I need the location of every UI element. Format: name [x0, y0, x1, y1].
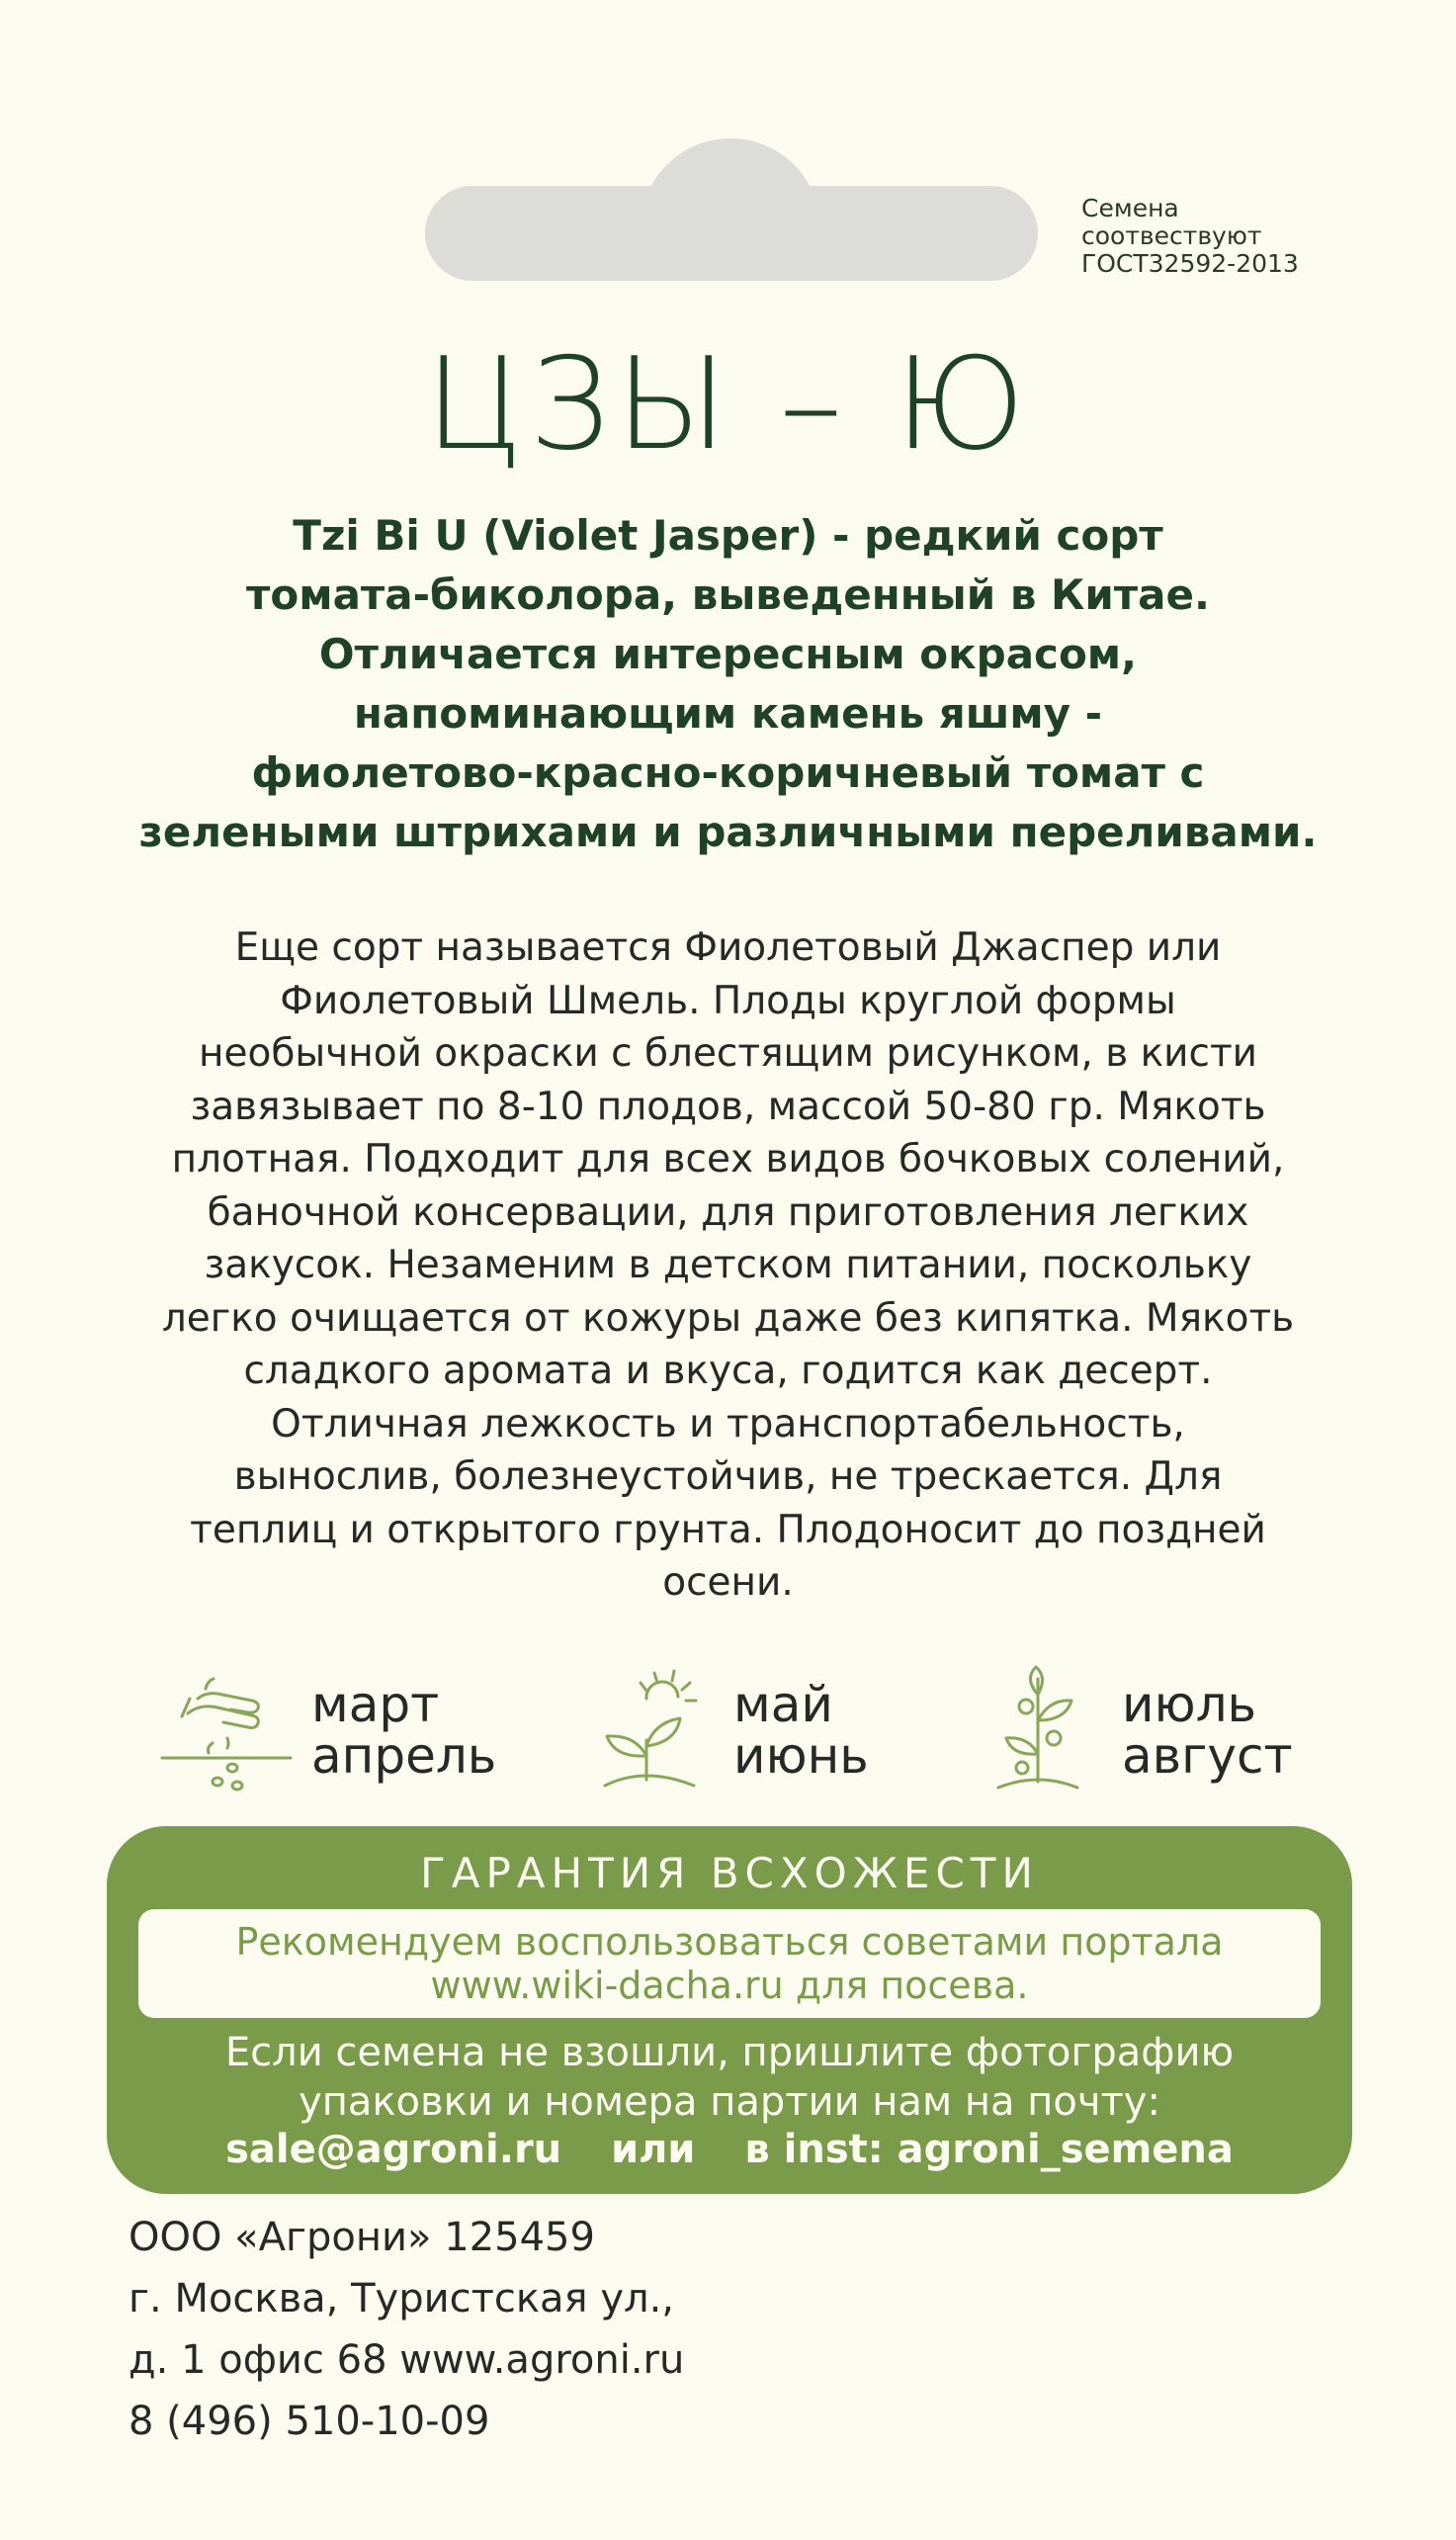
tip-link-line[interactable]: www.wiki-dacha.ru для посева. — [430, 1964, 1029, 2007]
season-end-month: август — [1122, 1727, 1293, 1785]
description-line: сладкого аромата и вкуса, годится как десерт. — [243, 1349, 1213, 1393]
instagram-link[interactable]: в inst: agroni_semena — [744, 2127, 1234, 2172]
description-line: легко очищается от кожуры даже без кипятка. Мякоть — [161, 1295, 1295, 1341]
lead-line: Отличается интересным окрасом, — [318, 630, 1138, 678]
description-line: баночной консервации, для приготовления легких — [207, 1189, 1249, 1235]
description-line: Отличная лежкость и транспортабельность, — [271, 1401, 1185, 1446]
season-sprouting — [585, 1659, 921, 1807]
guarantee-text-line: упаковки и номера партии нам на почту: — [299, 2079, 1160, 2125]
description-line: осени. — [662, 1560, 794, 1605]
email-link[interactable]: sale@agroni.ru — [225, 2127, 562, 2172]
guarantee-title: ГАРАНТИЯ ВСХОЖЕСТИ — [420, 1849, 1039, 1897]
lead-line: напоминающим камень яшму - — [353, 689, 1103, 738]
hang-hole — [425, 186, 1038, 281]
address-line: ООО «Агрони» 125459 — [128, 2215, 595, 2260]
season-start-month: март — [311, 1676, 440, 1733]
lead-line: томата-биколора, выведенный в Китае. — [246, 570, 1210, 619]
guarantee-text — [127, 2028, 1332, 2127]
address-line: д. 1 офис 68 www.agroni.ru — [128, 2337, 685, 2383]
sprout-sun-icon — [585, 1659, 724, 1797]
tip-line: Рекомендуем воспользоваться советами портала — [235, 1920, 1224, 1964]
phone-number: 8 (496) 510-10-09 — [128, 2399, 490, 2444]
variety-title: ЦЗЫ – Ю — [424, 331, 1032, 479]
description-line: вынослив, болезнеустойчив, не трескается. Для — [233, 1454, 1223, 1499]
guarantee-text-line: Если семена не взошли, пришлите фотографию — [224, 2030, 1235, 2075]
gost-line: соотвествуют — [1081, 221, 1262, 250]
description-line: Еще сорт называется Фиолетовый Джаспер или — [234, 925, 1222, 970]
description-line: Фиолетовый Шмель. Плоды круглой формы — [280, 978, 1176, 1023]
sowing-hand-icon — [158, 1659, 297, 1797]
description-line: завязывает по 8-10 плодов, массой 50-80 гр. Мякоть — [190, 1084, 1266, 1129]
fruiting-plant-icon — [979, 1659, 1117, 1797]
or-separator: или — [611, 2127, 696, 2172]
guarantee-contacts — [107, 2125, 1352, 2174]
gost-line: ГОСТ32592-2013 — [1081, 249, 1299, 278]
lead-line: фиолетово-красно-коричневый томат с — [251, 748, 1205, 797]
season-start-month: июль — [1122, 1676, 1257, 1733]
tip-box — [138, 1909, 1321, 2018]
address-line: г. Москва, Туристская ул., — [128, 2276, 674, 2321]
lead-line: Tzi Bi U (Violet Jasper) - редкий сорт — [293, 511, 1163, 560]
gost-certification — [1081, 195, 1408, 278]
description-line: закусок. Незаменим в детском питании, поскольку — [204, 1243, 1252, 1287]
description-line: теплиц и открытого грунта. Плодоносит до поздней — [190, 1507, 1266, 1552]
gost-line: Семена — [1081, 194, 1179, 222]
season-end-month: июнь — [733, 1727, 869, 1785]
lead-line: зелеными штрихами и различными переливами. — [138, 808, 1318, 856]
season-start-month: май — [733, 1676, 833, 1733]
guarantee-panel — [107, 1826, 1352, 2194]
description-line: необычной окраски с блестящим рисунком, в кисти — [198, 1031, 1258, 1076]
description-line: плотная. Подходит для всех видов бочковых солений, — [171, 1137, 1285, 1182]
season-end-month: апрель — [311, 1727, 497, 1785]
season-sowing — [158, 1659, 534, 1807]
company-address — [128, 2207, 1018, 2452]
description-paragraph — [89, 921, 1367, 1610]
lead-paragraph — [59, 506, 1397, 862]
season-fruiting — [979, 1659, 1344, 1807]
